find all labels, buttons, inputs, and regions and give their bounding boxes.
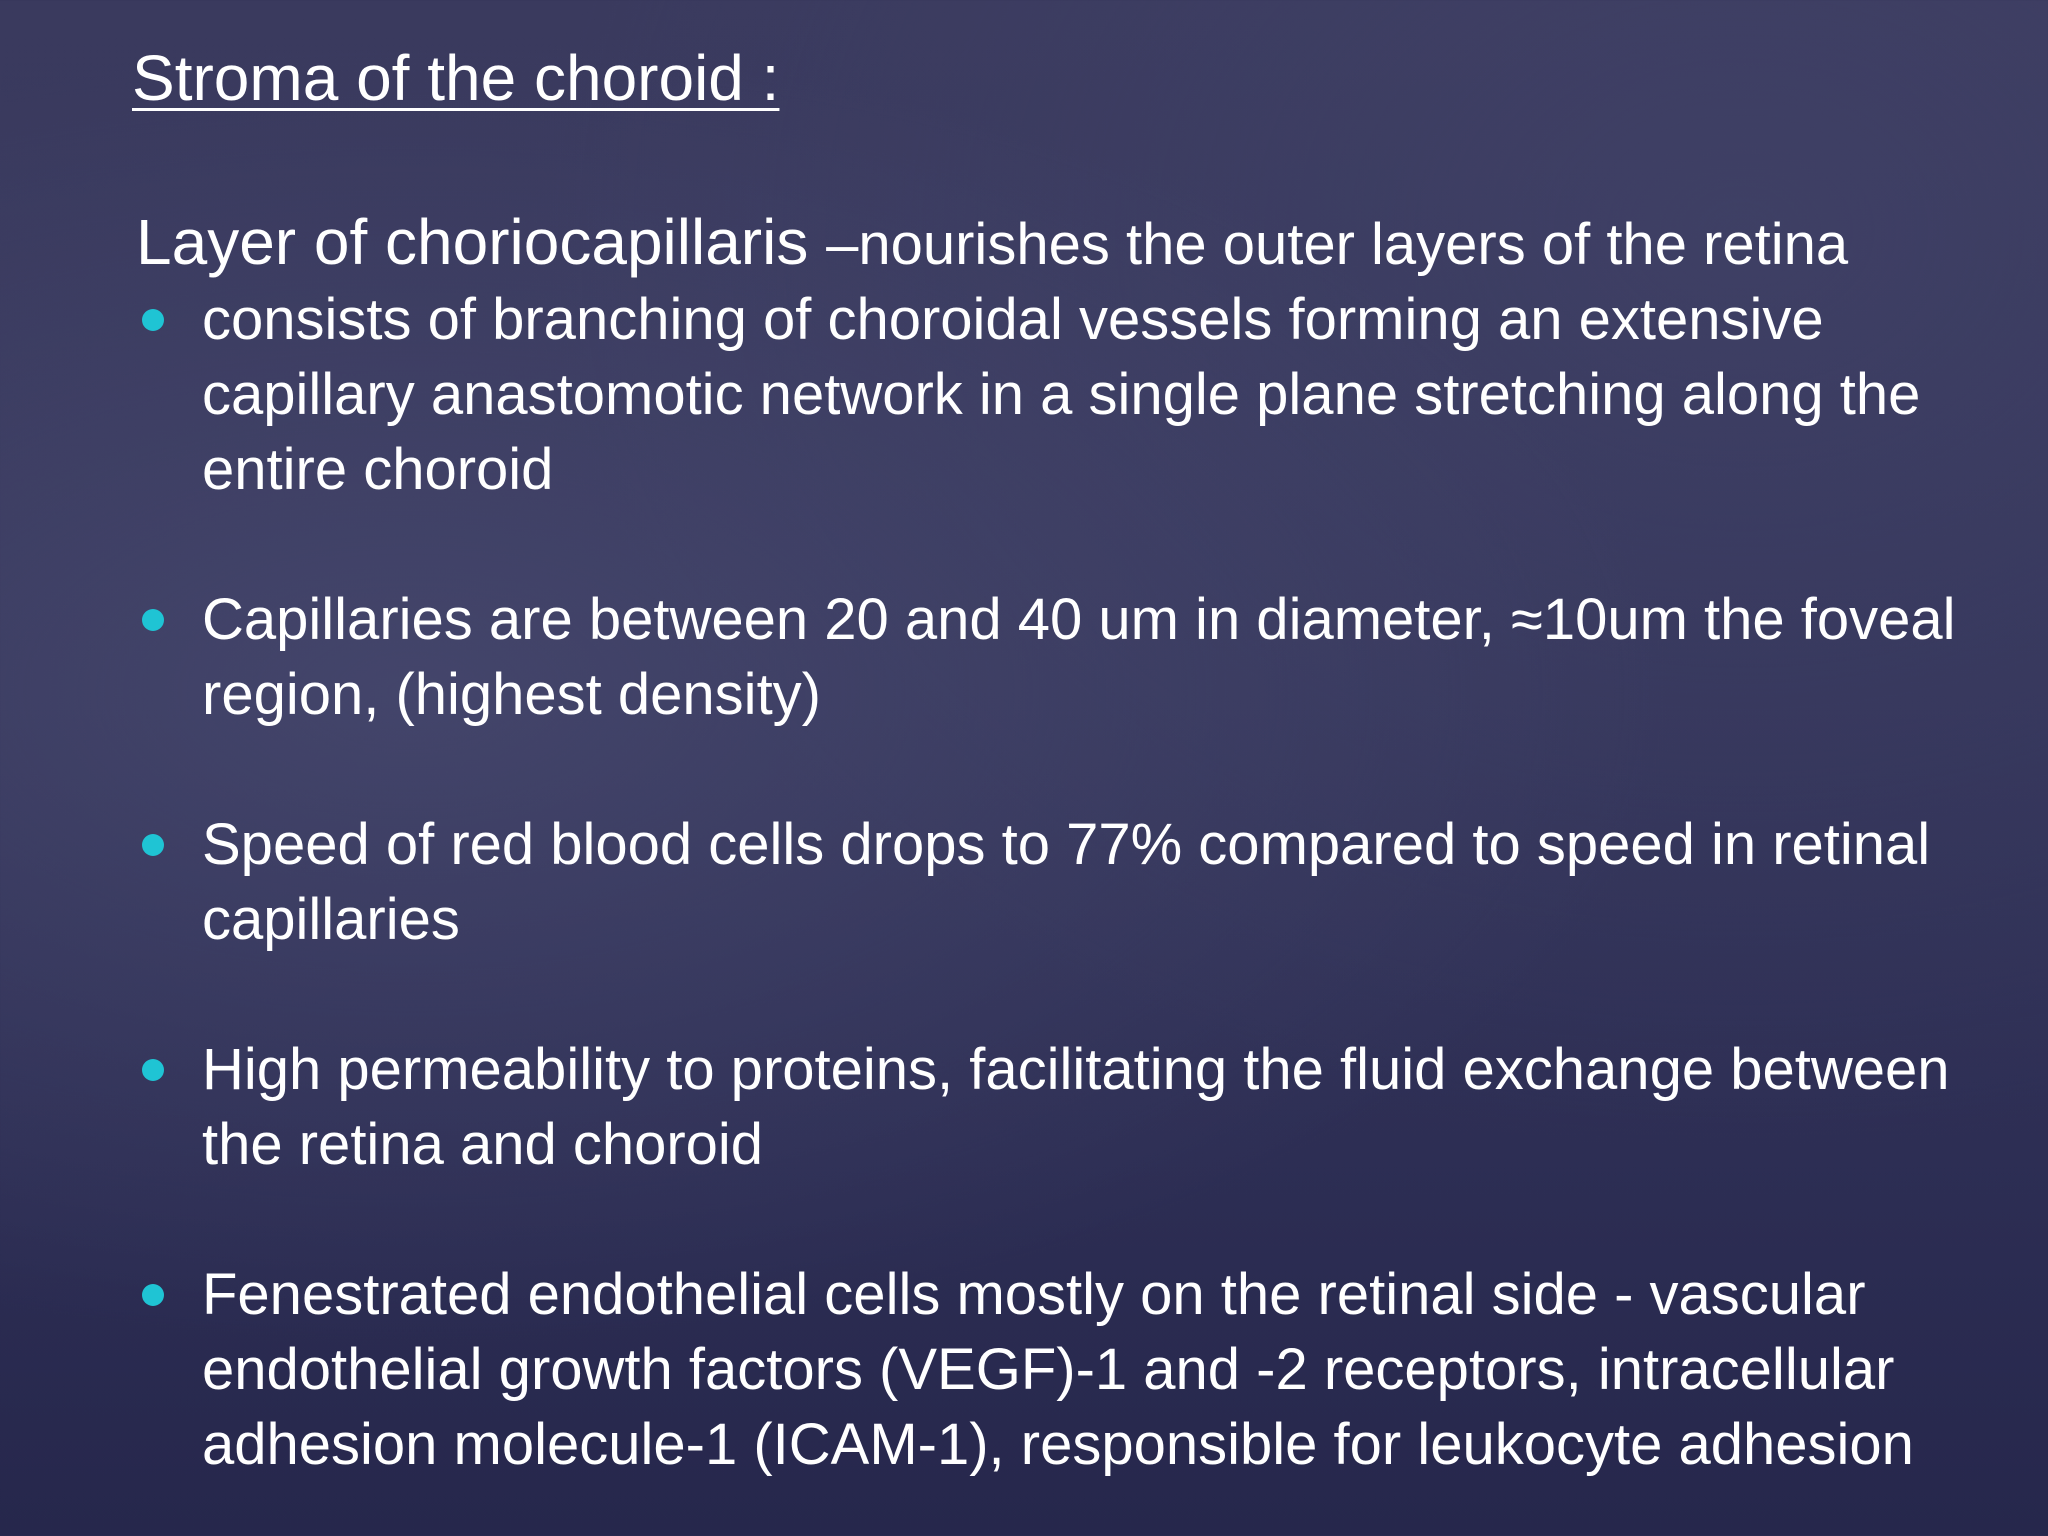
slide-title: Stroma of the choroid : (132, 42, 780, 114)
bullet-text: Fenestrated endothelial cells mostly on the retinal side - vascular endothelial growth factors (VEGF)-1 and -2 receptors, intracellular adhesion molecule-1 (ICAM-1), responsible for leukocyte adhesion (202, 1262, 1914, 1477)
subheading (136, 204, 1848, 283)
bullet-dot-icon (142, 1059, 164, 1081)
bullet-list (136, 282, 2016, 1536)
bullet-dot-icon (142, 609, 164, 631)
bullet-item (136, 807, 2016, 957)
bullet-dot-icon (142, 834, 164, 856)
bullet-text: consists of branching of choroidal vessels forming an extensive capillary anastomotic network in a single plane stretching along the entire choroid (202, 287, 1921, 502)
bullet-item (136, 582, 2016, 732)
bullet-dot-icon (142, 309, 164, 331)
subheading-lead: Layer of choriocapillaris (136, 206, 827, 278)
bullet-text: Capillaries are between 20 and 40 um in diameter, ≈10um the foveal region, (highest density) (202, 587, 1956, 727)
bullet-text: Speed of red blood cells drops to 77% compared to speed in retinal capillaries (202, 812, 1931, 952)
subheading-rest: –nourishes the outer layers of the retina (826, 212, 1849, 277)
bullet-item (136, 1032, 2016, 1182)
bullet-dot-icon (142, 1284, 164, 1306)
bullet-text: High permeability to proteins, facilitating the fluid exchange between the retina and choroid (202, 1037, 1950, 1177)
bullet-item (136, 282, 2016, 507)
bullet-item (136, 1257, 2016, 1482)
